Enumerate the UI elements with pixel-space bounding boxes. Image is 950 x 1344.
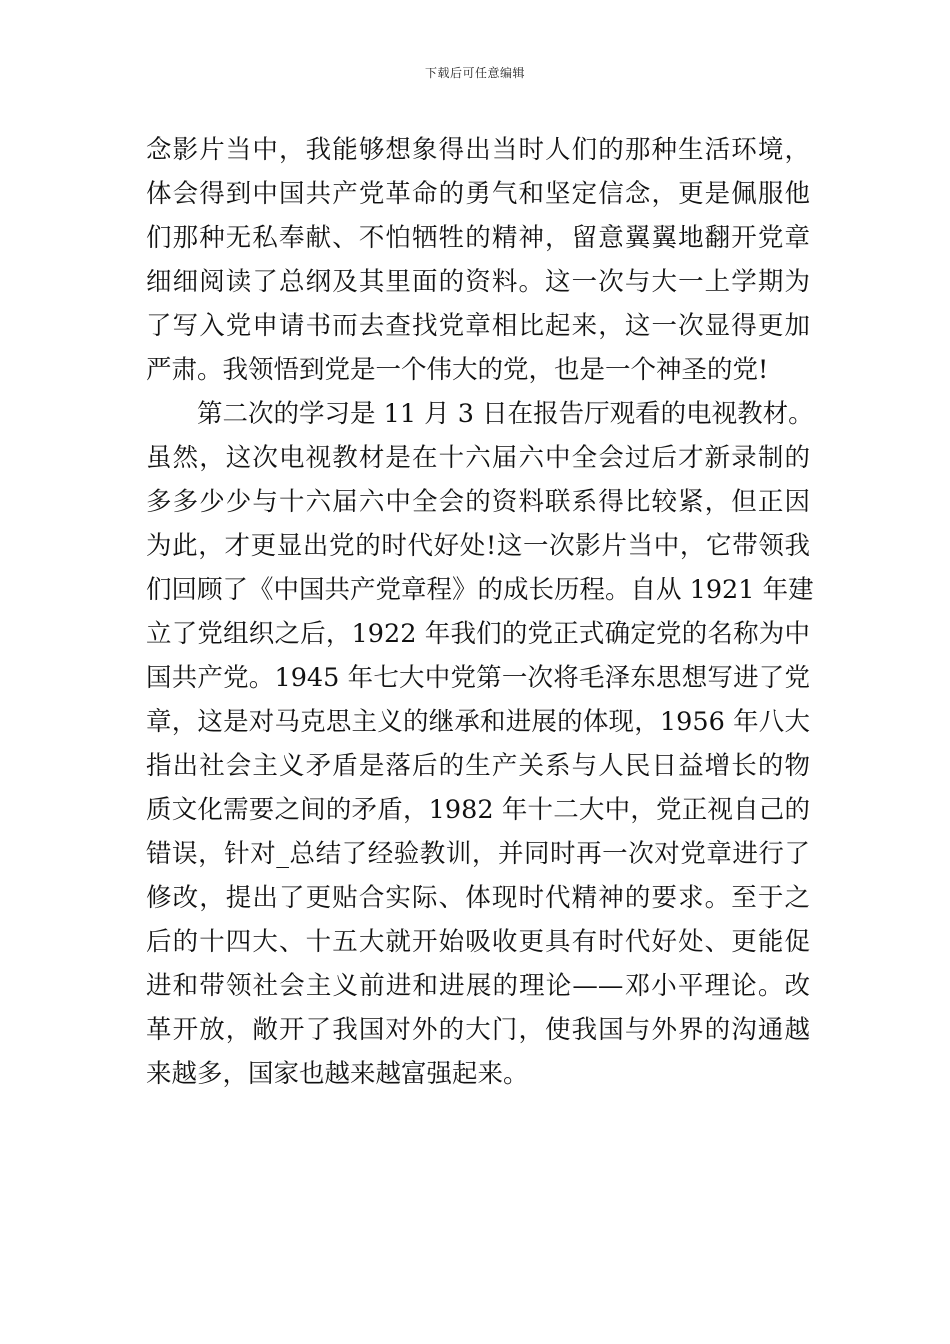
body-line: 指出社会主义矛盾是落后的生产关系与人民日益增长的物 [146,751,810,781]
page-header: 下载后可任意编辑 [424,66,525,80]
body-line: 错误，针对_总结了经验教训，并同时再一次对党章进行了 [146,839,810,869]
body-line: 为此，才更显出党的时代好处!这一次影片当中，它带领我 [146,531,810,561]
body-line: 念影片当中，我能够想象得出当时人们的那种生活环境， [146,135,810,165]
body-line: 们那种无私奉献、不怕牺牲的精神，留意翼翼地翻开党章 [146,223,810,253]
body-line: 立了党组织之后，1922 年我们的党正式确定党的名称为中 [146,619,810,649]
body-line: 质文化需要之间的矛盾，1982 年十二大中，党正视自己的 [146,795,810,825]
body-line: 国共产党。1945 年七大中党第一次将毛泽东思想写进了党 [146,663,810,693]
body-line: 体会得到中国共产党革命的勇气和坚定信念，更是佩服他 [146,179,810,209]
body-line: 革开放，敞开了我国对外的大门，使我国与外界的沟通越 [146,1015,810,1045]
body-line: 多多少少与十六届六中全会的资料联系得比较紧，但正因 [146,487,810,517]
body-line: 细细阅读了总纲及其里面的资料。这一次与大一上学期为 [146,267,810,297]
body-line: 修改，提出了更贴合实际、体现时代精神的要求。至于之 [146,883,810,913]
body-line: 们回顾了《中国共产党章程》的成长历程。自从 1921 年建 [146,575,814,605]
body-line: 章，这是对马克思主义的继承和进展的体现，1956 年八大 [146,707,810,737]
body-line: 来越多，国家也越来越富强起来。 [146,1059,529,1089]
body-line: 进和带领社会主义前进和进展的理论——邓小平理论。改 [146,971,810,1001]
body-line: 了写入党申请书而去查找党章相比起来，这一次显得更加 [146,311,810,341]
body-line: 严肃。我领悟到党是一个伟大的党，也是一个神圣的党! [146,355,769,385]
body-line: 虽然，这次电视教材是在十六届六中全会过后才新录制的 [146,443,810,473]
document-body [146,128,814,1096]
paragraph-start-line: 第二次的学习是 11 月 3 日在报告厅观看的电视教材。 [197,399,814,429]
body-line: 后的十四大、十五大就开始吸收更具有时代好处、更能促 [146,927,810,957]
